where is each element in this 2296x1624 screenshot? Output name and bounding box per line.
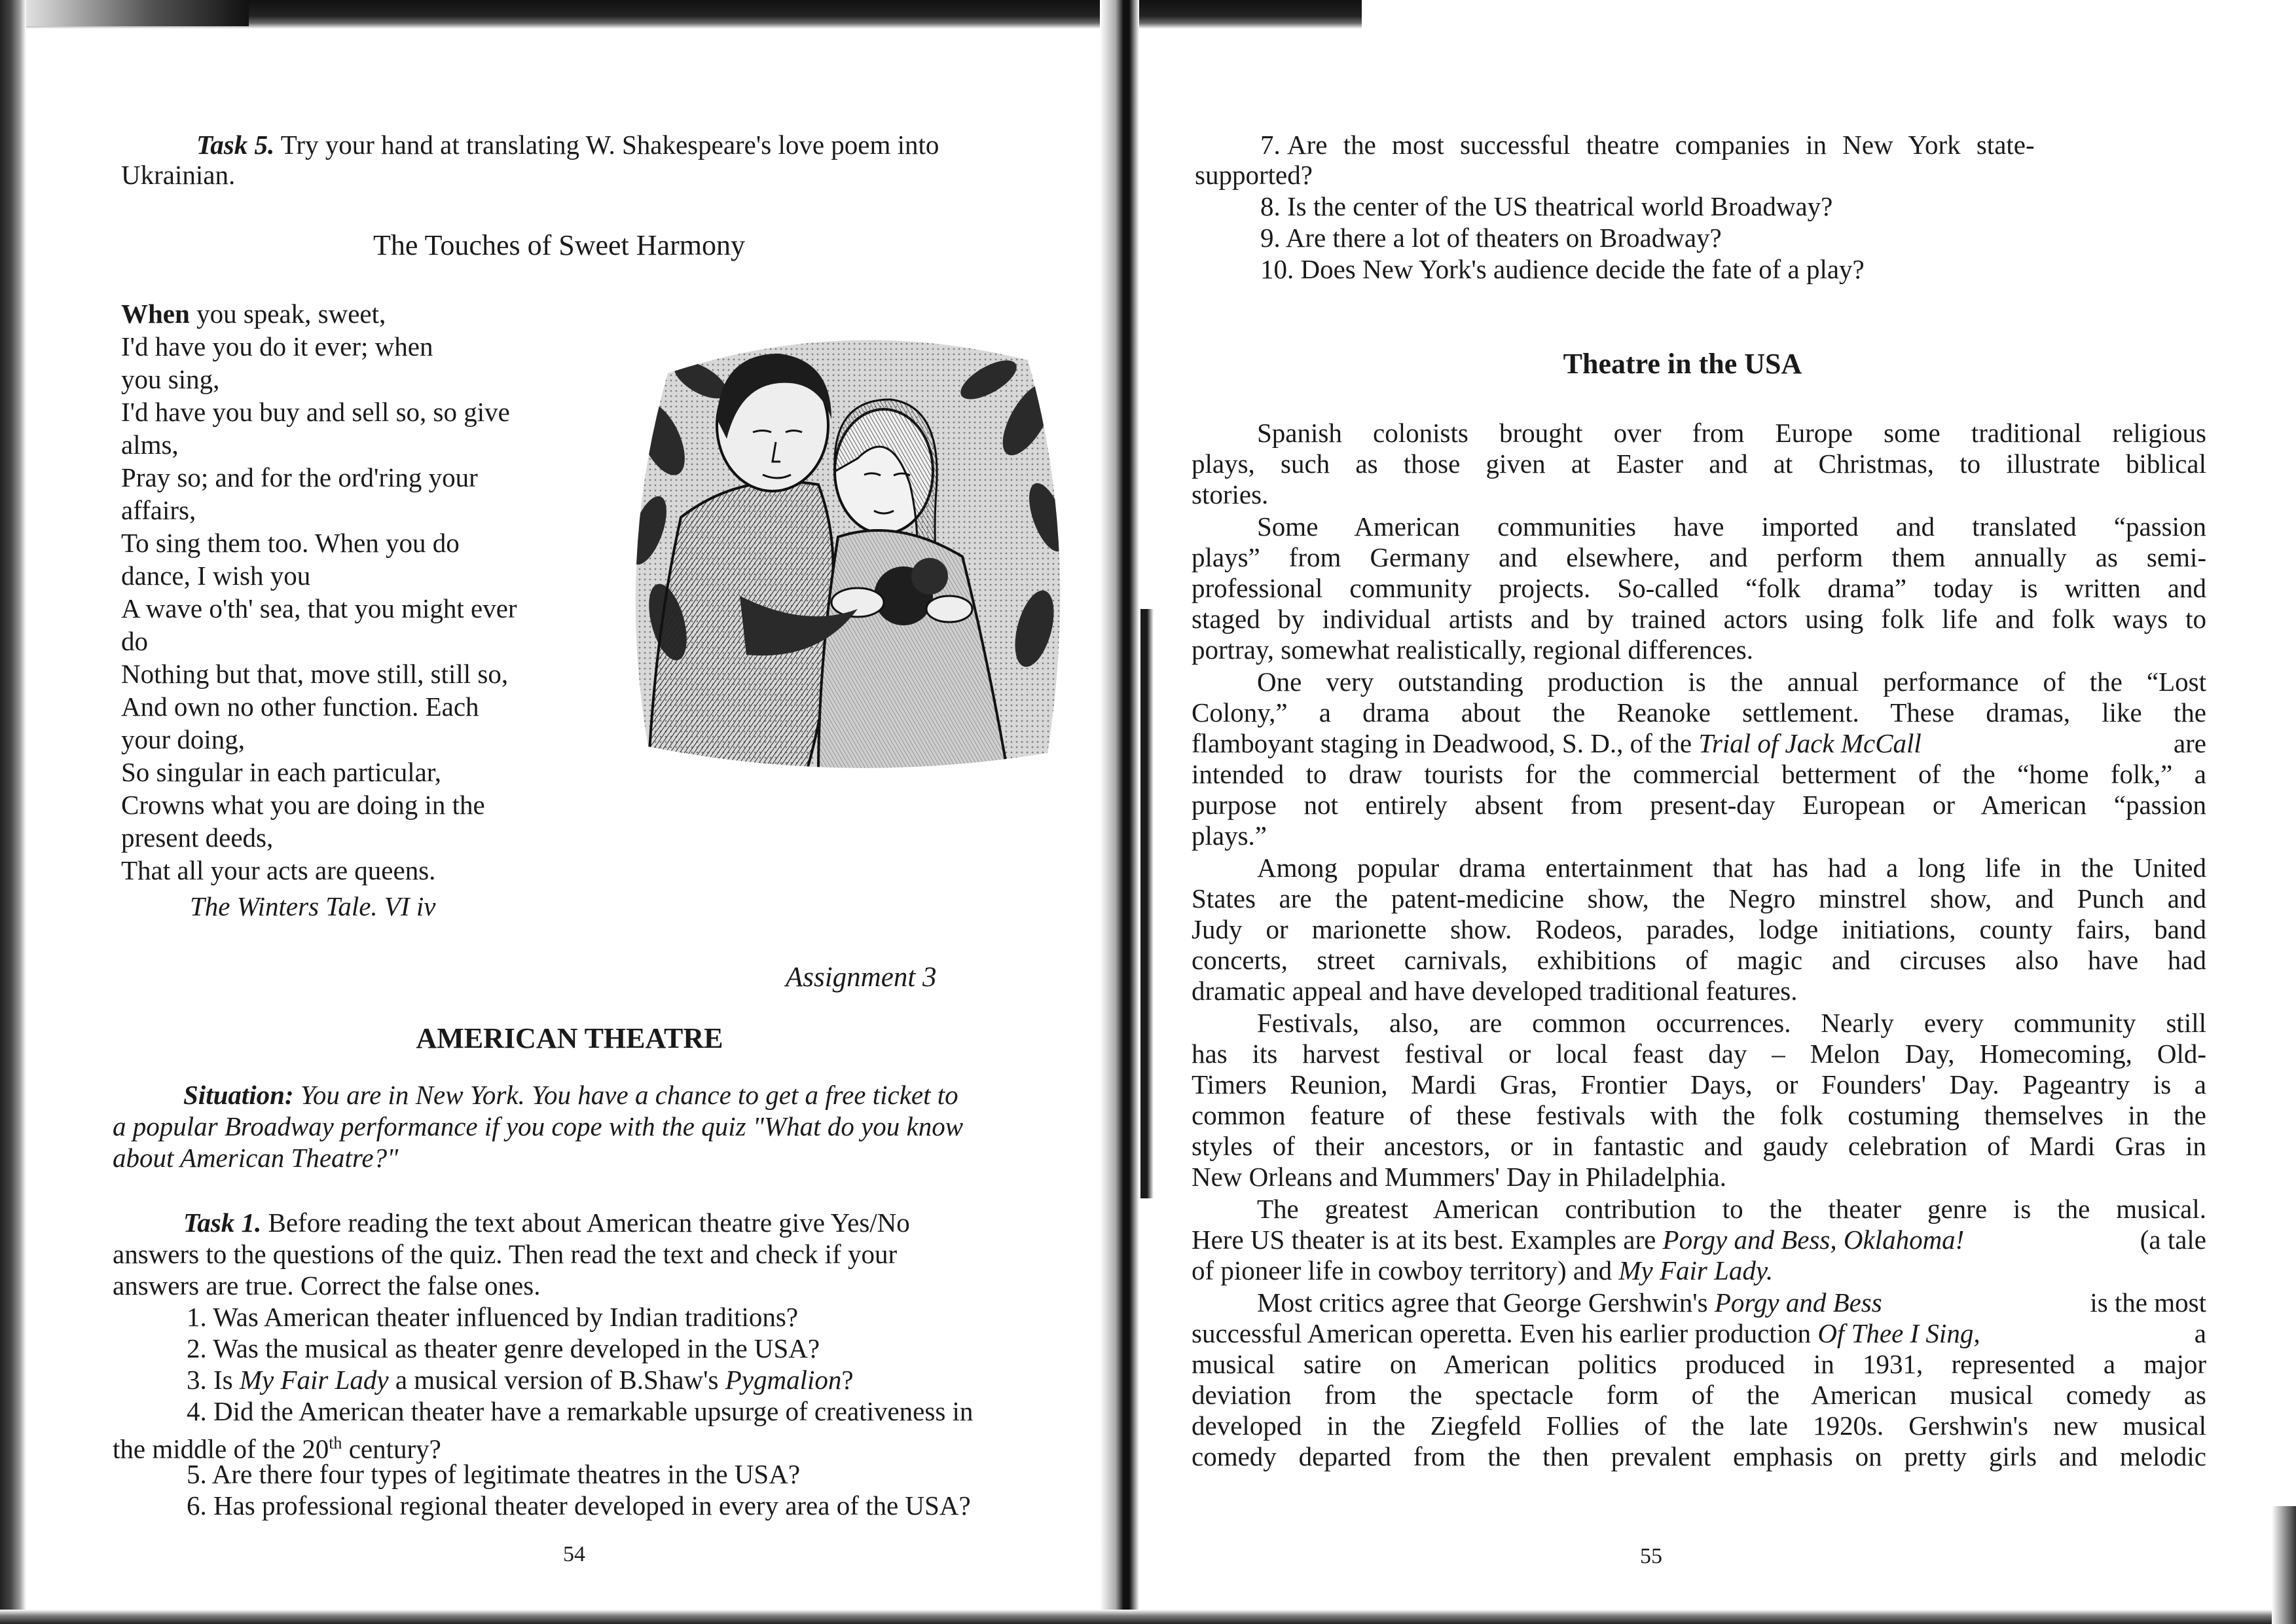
situation-line3: about American Theatre?" <box>113 1143 399 1173</box>
quiz-question-3 <box>187 1364 854 1396</box>
question-number: 5. <box>187 1459 207 1489</box>
poem-line: affairs, <box>121 495 196 525</box>
paragraph-text: successful American operetta. Even his earlier production <box>1192 1318 1818 1348</box>
question-number: 1. <box>187 1302 207 1332</box>
paragraph-line: intended to draw tourists for the commercial betterment of the “home folk,” a <box>1192 759 2206 789</box>
paragraph-line: purpose not entirely absent from present-day European or American “passion <box>1192 790 2206 820</box>
situation-text1: You are in New York. You have a chance to get a free ticket to <box>300 1080 958 1110</box>
paragraph-title: Of Thee I Sing, <box>1817 1318 1980 1348</box>
poem-line: So singular in each particular, <box>121 757 442 787</box>
task5-label: Task 5. <box>196 130 275 160</box>
poem-line: I'd have you do it ever; when <box>121 331 433 361</box>
paragraph-line: plays.” <box>1192 821 1267 851</box>
question-title: Pygmalion <box>725 1365 842 1395</box>
task1-text1: Before reading the text about American theatre give Yes/No <box>268 1208 910 1238</box>
paragraph-text: Most critics agree that George Gershwin's <box>1257 1287 1715 1318</box>
paragraph-line: Among popular drama entertainment that has had a long life in the United <box>1257 853 2206 883</box>
poem-line: dance, I wish you <box>121 561 311 591</box>
scan-left-edge <box>0 0 26 1624</box>
paragraph-line: Colony,” a drama about the Reanoke settlement. These dramas, like the <box>1192 697 2206 728</box>
question-text: ? <box>841 1365 854 1395</box>
paragraph-line: The greatest American contribution to the theater genre is the musical. <box>1257 1194 2206 1224</box>
poem-line: your doing, <box>121 724 246 754</box>
paragraph-line: concerts, street carnivals, exhibitions of magic and circuses also have had <box>1192 945 2206 975</box>
paragraph-title: Porgy and Bess, Oklahoma! <box>1662 1225 1965 1255</box>
question-text: Are there a lot of theaters on Broadway? <box>1285 223 1722 253</box>
paragraph-line-mixed <box>1257 1287 2206 1319</box>
paragraph-line: Timers Reunion, Mardi Gras, Frontier Days, or Founders' Day. Pageantry is a <box>1192 1069 2206 1099</box>
quiz-question-8 <box>1260 191 1832 223</box>
paragraph-text: a <box>2194 1318 2206 1348</box>
poem-first-word: When <box>121 299 190 329</box>
paragraph-text: of pioneer life in cowboy territory) and <box>1192 1255 1619 1285</box>
paragraph-line: comedy departed from the then prevalent emphasis on pretty girls and melodic <box>1192 1441 2206 1471</box>
book-gutter <box>1100 0 1139 1624</box>
quiz-question-4 <box>187 1395 973 1428</box>
question-text: Has professional regional theater developed in every area of the USA? <box>213 1490 971 1521</box>
right-page <box>1178 0 2252 1624</box>
paragraph-title: My Fair Lady. <box>1618 1255 1774 1285</box>
poem-line: present deeds, <box>121 822 274 853</box>
assignment-label: Assignment 3 <box>786 962 937 993</box>
poem-line: you sing, <box>121 364 220 394</box>
question-number: 7. <box>1260 130 1281 160</box>
paragraph-line: plays” from Germany and elsewhere, and perform them annually as semi- <box>1192 542 2206 572</box>
article-title: Theatre in the USA <box>1563 348 1802 380</box>
task1-label: Task 1. <box>183 1208 262 1238</box>
quiz-question-7 <box>1260 129 2035 161</box>
paragraph-line-mixed <box>1192 1318 2206 1350</box>
paragraph-line: plays, such as those given at Easter and at Christmas, to illustrate biblical <box>1192 449 2206 479</box>
paragraph-line-mixed <box>1192 1255 1773 1287</box>
paragraph-text: (a tale <box>2140 1225 2206 1255</box>
paragraph-line: stories. <box>1192 479 1269 509</box>
paragraph-text: Here US theater is at its best. Examples are <box>1192 1225 1663 1255</box>
question-text: Is the center of the US theatrical world Broadway? <box>1287 191 1833 221</box>
quiz-question-5 <box>187 1458 800 1490</box>
situation-line2: a popular Broadway performance if you cope with the quiz "What do you know <box>113 1111 964 1141</box>
question-text: century? <box>342 1433 441 1464</box>
paragraph-title: Trial of Jack McCall <box>1698 728 1922 758</box>
task1-line2: answers to the questions of the quiz. Then read the text and check if your <box>113 1239 898 1269</box>
question-number: 9. <box>1260 223 1281 253</box>
question-text: Are there four types of legitimate theatres in the USA? <box>211 1459 801 1489</box>
poem-line: I'd have you buy and sell so, so give <box>121 397 510 427</box>
situation-label: Situation: <box>183 1080 294 1110</box>
poem-first-rest: you speak, sweet, <box>196 299 386 329</box>
question-text: Does New York's audience decide the fate of a play? <box>1300 254 1865 284</box>
question-title: My Fair Lady <box>239 1365 389 1395</box>
paragraph-line: professional community projects. So-called “folk drama” today is written and <box>1192 573 2206 603</box>
paragraph-text: are <box>2173 728 2206 758</box>
question-number: 8. <box>1260 191 1281 221</box>
paragraph-line-mixed <box>1192 728 2206 760</box>
left-page <box>79 0 1100 1624</box>
paragraph-line: common feature of these festivals with the folk costuming themselves in the <box>1192 1100 2206 1130</box>
quiz-question-2 <box>187 1333 820 1365</box>
task1-line1 <box>183 1207 910 1239</box>
paragraph-line: One very outstanding production is the annual performance of the “Lost <box>1257 667 2206 697</box>
question-text: Did the American theater have a remarkable upsurge of creativeness in <box>213 1396 974 1426</box>
paragraph-line: Festivals, also, are common occurrences. Nearly every community still <box>1257 1008 2206 1038</box>
quiz-question-6 <box>187 1490 971 1522</box>
poem-first-line <box>121 298 386 330</box>
paragraph-line-mixed <box>1192 1224 2206 1256</box>
paragraph-line: Spanish colonists brought over from Europe some traditional religious <box>1257 418 2206 448</box>
section-title: AMERICAN THEATRE <box>416 1022 723 1054</box>
question-text: Was the musical as theater genre developed in the USA? <box>213 1333 820 1363</box>
question-number: 10. <box>1260 254 1294 284</box>
poem-line: alms, <box>121 430 179 460</box>
poem-line: And own no other function. Each <box>121 692 479 722</box>
poem-line: A wave o'th' sea, that you might ever <box>121 593 517 623</box>
paragraph-line: staged by individual artists and by trained actors using folk life and folk ways to <box>1192 604 2206 634</box>
paragraph-line: has its harvest festival or local feast day – Melon Day, Homecoming, Old- <box>1192 1039 2206 1069</box>
couple-illustration <box>622 321 1074 776</box>
situation-line1 <box>183 1079 958 1111</box>
poem-line: To sing them too. When you do <box>121 528 460 558</box>
paragraph-line: deviation from the spectacle form of the American musical comedy as <box>1192 1380 2206 1410</box>
paragraph-line: portray, somewhat realistically, regional differences. <box>1192 635 1753 665</box>
question-number: 3. <box>187 1365 207 1395</box>
paragraph-line: Some American communities have imported and translated “passion <box>1257 511 2206 542</box>
question-text: the middle of the 20 <box>113 1433 329 1464</box>
paragraph-line: States are the patent-medicine show, the Negro minstrel show, and Punch and <box>1192 883 2206 913</box>
question-text: Was American theater influenced by Indian traditions? <box>213 1302 799 1332</box>
task1-line3: answers are true. Correct the false ones. <box>113 1270 541 1301</box>
task5-text: Try your hand at translating W. Shakespeare's love poem into <box>280 130 939 160</box>
poem-line: Pray so; and for the ord'ring your <box>121 462 478 492</box>
poem-title: The Touches of Sweet Harmony <box>373 229 745 261</box>
question-text: Are the most successful theatre companies in New York state- <box>1287 130 2035 160</box>
poem-line: Nothing but that, move still, still so, <box>121 659 509 689</box>
gutter-shadow <box>1140 609 1154 1198</box>
poem-source: The Winters Tale. VI iv <box>190 891 436 921</box>
scan-right-edge <box>2272 1506 2296 1624</box>
paragraph-line: New Orleans and Mummers' Day in Philadelphia. <box>1192 1162 1726 1192</box>
paragraph-line: Judy or marionette show. Rodeos, parades, lodge initiations, county fairs, band <box>1192 914 2206 944</box>
question-text: Is <box>213 1365 240 1395</box>
quiz-question-7-cont: supported? <box>1195 160 1313 190</box>
paragraph-line: styles of their ancestors, or in fantastic and gaudy celebration of Mardi Gras in <box>1192 1131 2206 1161</box>
page-number: 54 <box>563 1542 585 1566</box>
quiz-question-10 <box>1260 253 1865 286</box>
poem-line: do <box>121 626 148 656</box>
paragraph-text: flamboyant staging in Deadwood, S. D., of the <box>1192 728 1699 758</box>
question-number: 6. <box>187 1490 207 1521</box>
question-text: a musical version of B.Shaw's <box>388 1365 725 1395</box>
question-number: 2. <box>187 1333 207 1363</box>
paragraph-title: Porgy and Bess <box>1714 1287 1882 1318</box>
paragraph-text: is the most <box>2090 1287 2206 1318</box>
task5-line2: Ukrainian. <box>121 160 236 190</box>
quiz-question-1 <box>187 1301 798 1333</box>
paragraph-line: musical satire on American politics produced in 1931, represented a major <box>1192 1349 2206 1379</box>
question-number: 4. <box>187 1396 207 1426</box>
poem-line: Crowns what you are doing in the <box>121 790 485 820</box>
quiz-question-9 <box>1260 222 1722 254</box>
poem-line: That all your acts are queens. <box>121 855 436 885</box>
paragraph-line: developed in the Ziegfeld Follies of the late 1920s. Gershwin's new musical <box>1192 1411 2206 1441</box>
page-number: 55 <box>1640 1544 1662 1568</box>
task5-line1 <box>196 129 1113 161</box>
superscript: th <box>329 1433 342 1452</box>
paragraph-line: dramatic appeal and have developed traditional features. <box>1192 976 1798 1006</box>
